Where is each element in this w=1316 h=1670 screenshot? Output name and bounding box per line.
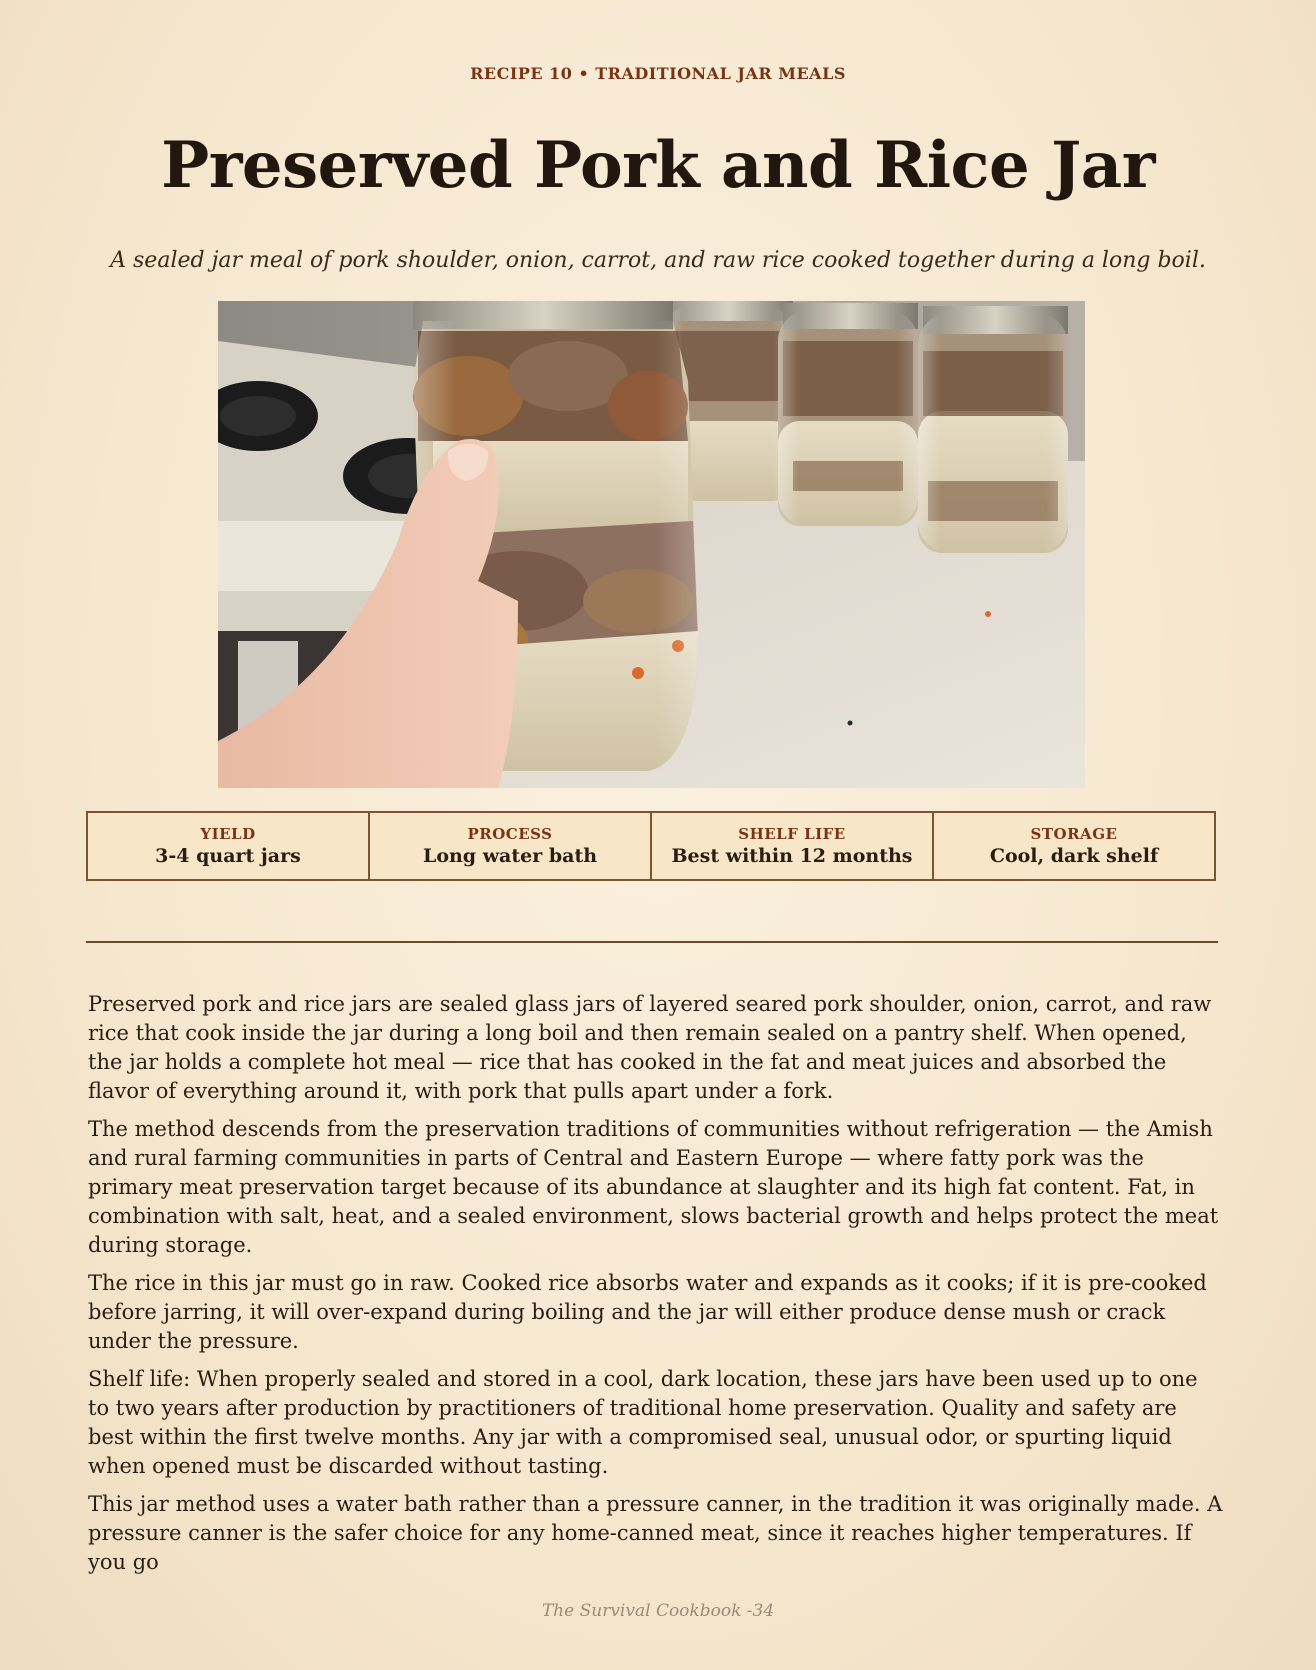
body-paragraph: Preserved pork and rice jars are sealed glass jars of layered seared pork shoulder, onion, carrot, and raw rice that cook inside the jar during a long boil and then remain sealed on a pantry shelf. When opened, the jar holds a complete hot meal — rice that has cooked in the fat and meat juices and absorbed the flavor of everything around it, with pork that pulls apart under a fork. (88, 992, 1212, 1103)
stat-storage (934, 813, 1214, 879)
body-paragraph: Shelf life: When properly sealed and stored in a cool, dark location, these jars have been used up to one to two years after production by practitioners of traditional home preservation. Quality and safety are best within the first twelve months. Any jar with a compromised seal, unusual odor, or spurting liquid when opened must be discarded without tasting. (88, 1367, 1198, 1478)
stat-label: PROCESS (467, 825, 553, 843)
jar-photo-illustration (218, 301, 1085, 788)
recipe-stats-table (86, 811, 1216, 881)
body-paragraph: The method descends from the preservation traditions of communities without refrigeration — the Amish and rural farming communities in parts of Central and Eastern Europe — where fatty pork was the primary meat preservation target because of its abundance at slaughter and its high fat content. Fat, in combination with salt, heat, and a sealed environment, slows bacterial growth and helps protect the meat during storage. (88, 1117, 1219, 1257)
stat-shelf-life (652, 813, 934, 879)
page-title: Preserved Pork and Rice Jar (161, 128, 1155, 203)
recipe-kicker: RECIPE 10 • TRADITIONAL JAR MEALS (470, 64, 846, 83)
stat-label: STORAGE (1030, 825, 1118, 843)
body-paragraph: The rice in this jar must go in raw. Cooked rice absorbs water and expands as it cooks; if it is pre-cooked before jarring, it will over-expand during boiling and the jar will either produce dense mush or crack under the pressure. (88, 1271, 1207, 1353)
stat-yield (88, 813, 370, 879)
section-divider (86, 941, 1218, 943)
stat-value: Cool, dark shelf (989, 845, 1159, 867)
stat-label: SHELF LIFE (738, 825, 846, 843)
page-footer: The Survival Cookbook -34 (541, 1601, 775, 1621)
recipe-subtitle: A sealed jar meal of pork shoulder, onion, carrot, and raw rice cooked together during a long boil. (110, 248, 1206, 273)
stat-value: Long water bath (422, 845, 598, 867)
stat-value: 3-4 quart jars (155, 845, 301, 867)
stat-label: YIELD (200, 825, 256, 843)
recipe-photo (218, 301, 1085, 788)
recipe-body (88, 990, 1223, 1586)
body-paragraph: This jar method uses a water bath rather than a pressure canner, in the tradition it was originally made. A pressure canner is the safer choice for any home-canned meat, since it reaches higher temperatures. If you go (88, 1492, 1223, 1574)
stat-process (370, 813, 652, 879)
stat-value: Best within 12 months (671, 845, 913, 867)
